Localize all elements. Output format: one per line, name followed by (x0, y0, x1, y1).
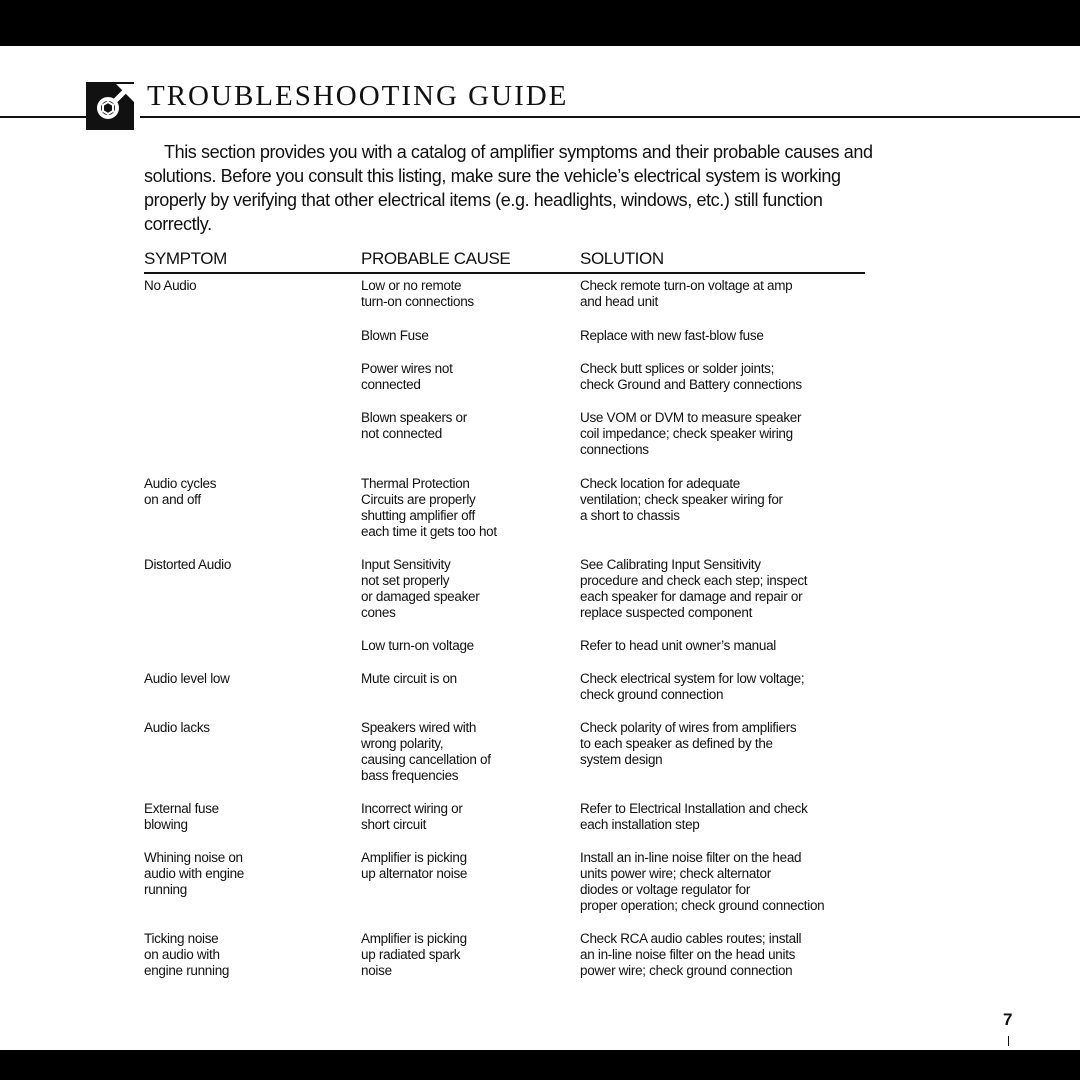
cause-cell: Low or no remote turn-on connections (361, 278, 474, 309)
solution-cell: Replace with new fast-blow fuse (580, 328, 764, 343)
page-title: TROUBLESHOOTING GUIDE (147, 80, 569, 112)
cause-cell: Power wires not connected (361, 361, 453, 392)
intro-paragraph: This section provides you with a catalog of amplifier symptoms and their probable causes and solutions. Before you consult this listing, make sure the vehicle’s electrical system is working properly by verifying that other electrical items (e.g. headlights, windows, etc.) still function correctly. (144, 142, 873, 234)
cause-cell: Low turn-on voltage (361, 638, 474, 653)
wrench-tool-icon (86, 82, 134, 130)
header-solution: SOLUTION (580, 249, 664, 268)
symptom-cell: Distorted Audio (144, 557, 232, 572)
page-tick-mark (1008, 1036, 1009, 1046)
troubleshooting-table (144, 248, 865, 978)
solution-cell: Refer to Electrical Installation and check each installation step (580, 801, 808, 832)
solution-cell: Check location for adequate ventilation; check speaker wiring for a short to chassis (580, 476, 783, 523)
solution-cell: Use VOM or DVM to measure speaker coil impedance; check speaker wiring connections (580, 410, 802, 457)
solution-cell: Check butt splices or solder joints; check Ground and Battery connections (580, 361, 802, 392)
cause-cell: Incorrect wiring or short circuit (361, 801, 463, 832)
solution-cell: Check RCA audio cables routes; install an in-line noise filter on the head units power wire; check ground connection (580, 931, 802, 978)
symptom-cell: External fuse blowing (144, 801, 219, 832)
top-black-bar (0, 0, 1080, 46)
header-symptom: SYMPTOM (144, 249, 227, 268)
header-rule-right (140, 116, 1080, 118)
symptom-cell: No Audio (144, 278, 197, 293)
table-header (144, 248, 865, 274)
solution-cell: Install an in-line noise filter on the head units power wire; check alternator diodes or voltage regulator for proper operation; check ground connection (580, 850, 825, 913)
page-number: 7 (1003, 1010, 1013, 1029)
cause-cell: Blown speakers or not connected (361, 410, 467, 441)
cause-cell: Input Sensitivity not set properly or damaged speaker cones (361, 557, 480, 620)
symptom-cell: Audio lacks (144, 720, 210, 735)
solution-cell: Check remote turn-on voltage at amp and head unit (580, 278, 793, 309)
symptom-cell: Whining noise on audio with engine running (144, 850, 244, 897)
cause-cell: Thermal Protection Circuits are properly shutting amplifier off each time it gets too hot (361, 476, 497, 539)
cause-cell: Mute circuit is on (361, 671, 457, 686)
solution-cell: Refer to head unit owner’s manual (580, 638, 776, 653)
cause-cell: Amplifier is picking up radiated spark noise (361, 931, 467, 978)
solution-cell: Check polarity of wires from amplifiers to each speaker as defined by the system design (580, 720, 797, 767)
cause-cell: Blown Fuse (361, 328, 429, 343)
cause-cell: Speakers wired with wrong polarity, causing cancellation of bass frequencies (361, 720, 491, 783)
symptom-cell: Audio cycles on and off (144, 476, 217, 507)
symptom-cell: Audio level low (144, 671, 230, 686)
header-rule-left (0, 116, 86, 118)
bottom-black-bar (0, 1050, 1080, 1080)
cause-cell: Amplifier is picking up alternator noise (361, 850, 468, 881)
solution-cell: See Calibrating Input Sensitivity procedure and check each step; inspect each speaker for damage and repair or replace suspected component (580, 557, 808, 620)
solution-cell: Check electrical system for low voltage; check ground connection (580, 671, 805, 702)
header-probable-cause: PROBABLE CAUSE (361, 249, 511, 268)
symptom-cell: Ticking noise on audio with engine running (144, 931, 230, 978)
